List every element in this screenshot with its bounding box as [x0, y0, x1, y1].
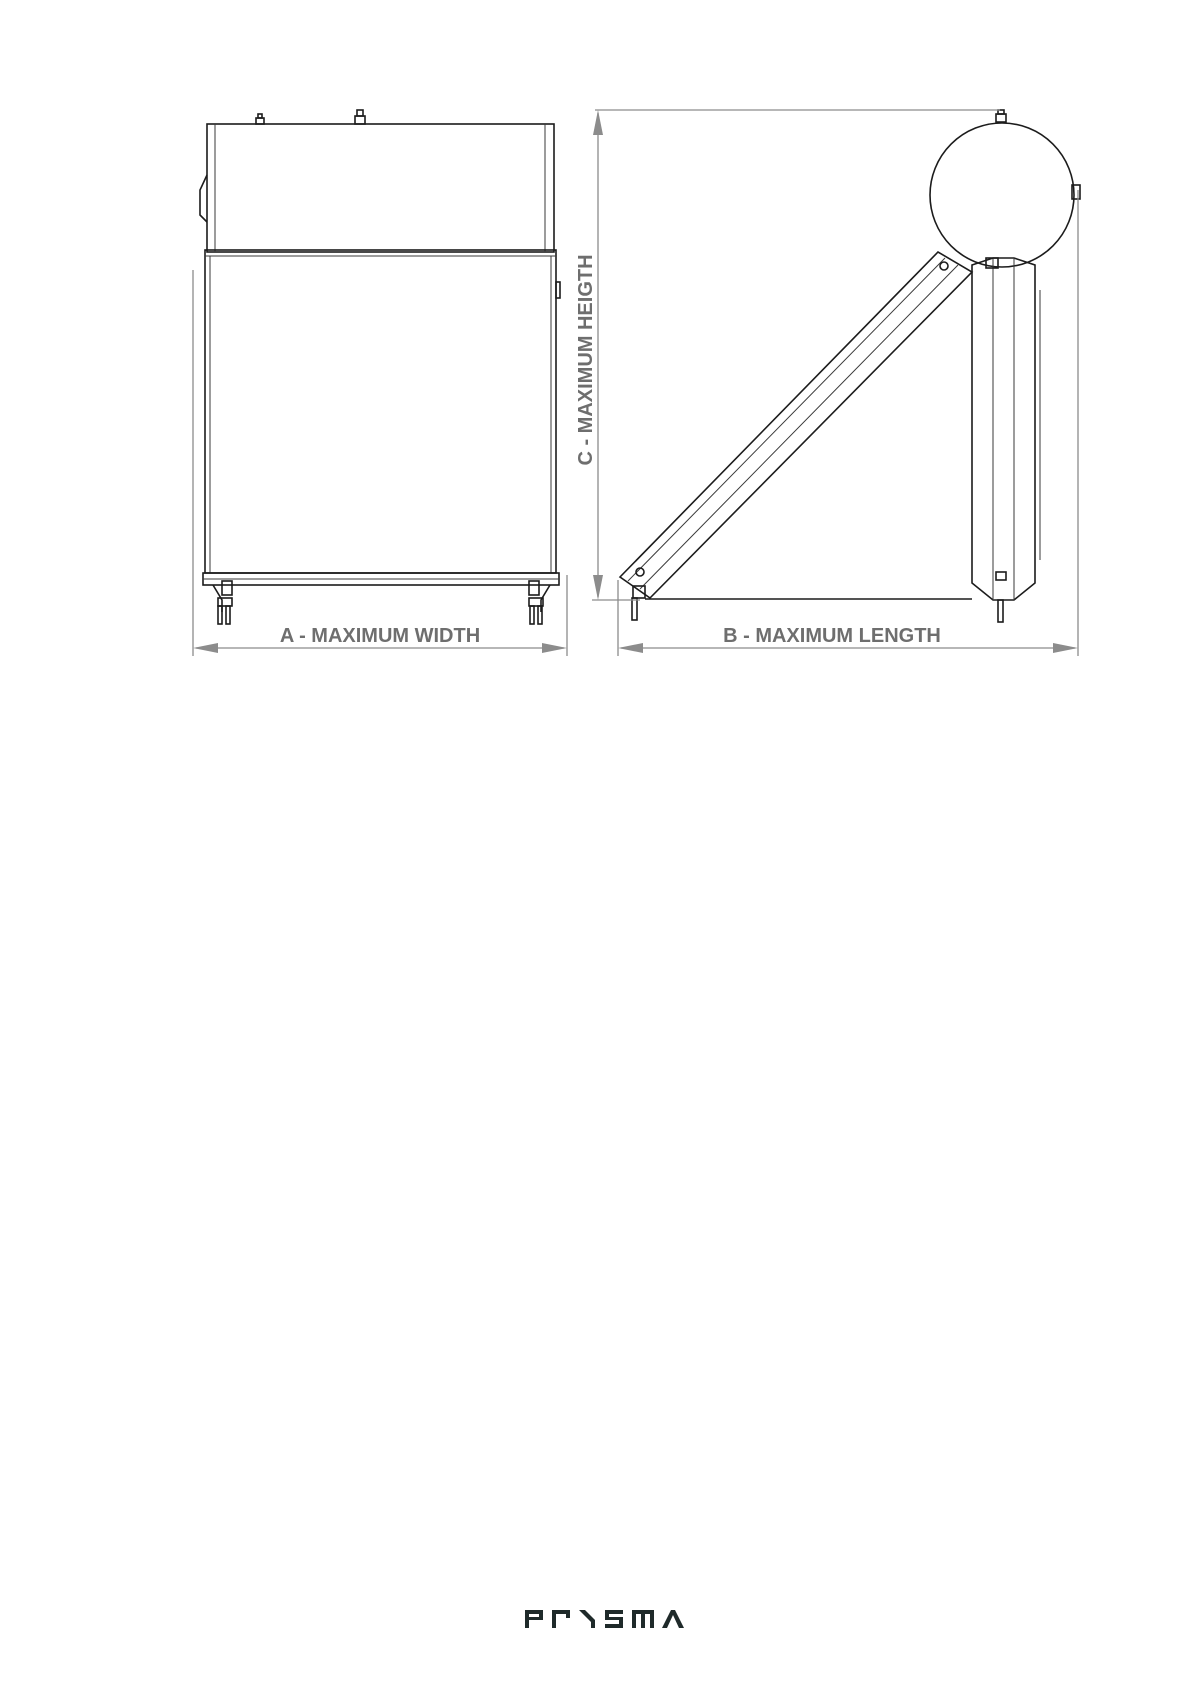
height-dimension-line: [592, 110, 1000, 600]
front-tank-fittings: [256, 110, 365, 124]
width-dimension-line: [193, 270, 567, 656]
side-inclined-collector: [620, 252, 972, 620]
prisma-logo: [525, 1606, 685, 1632]
side-view: [575, 110, 1080, 656]
length-dimension-line: [618, 190, 1078, 656]
front-left-leg: [213, 581, 232, 624]
front-view: [193, 110, 567, 656]
side-support-post: [972, 258, 1040, 622]
side-tank: [930, 123, 1074, 267]
height-label: C - MAXIMUM HEIGTH: [575, 254, 597, 466]
width-label: A - MAXIMUM WIDTH: [279, 625, 481, 647]
prisma-logo-mark: [525, 1606, 685, 1632]
front-tank: [207, 124, 554, 252]
front-right-leg: [529, 581, 550, 624]
length-label: B - MAXIMUM LENGTH: [723, 625, 941, 647]
front-collector-panel: [205, 250, 556, 573]
